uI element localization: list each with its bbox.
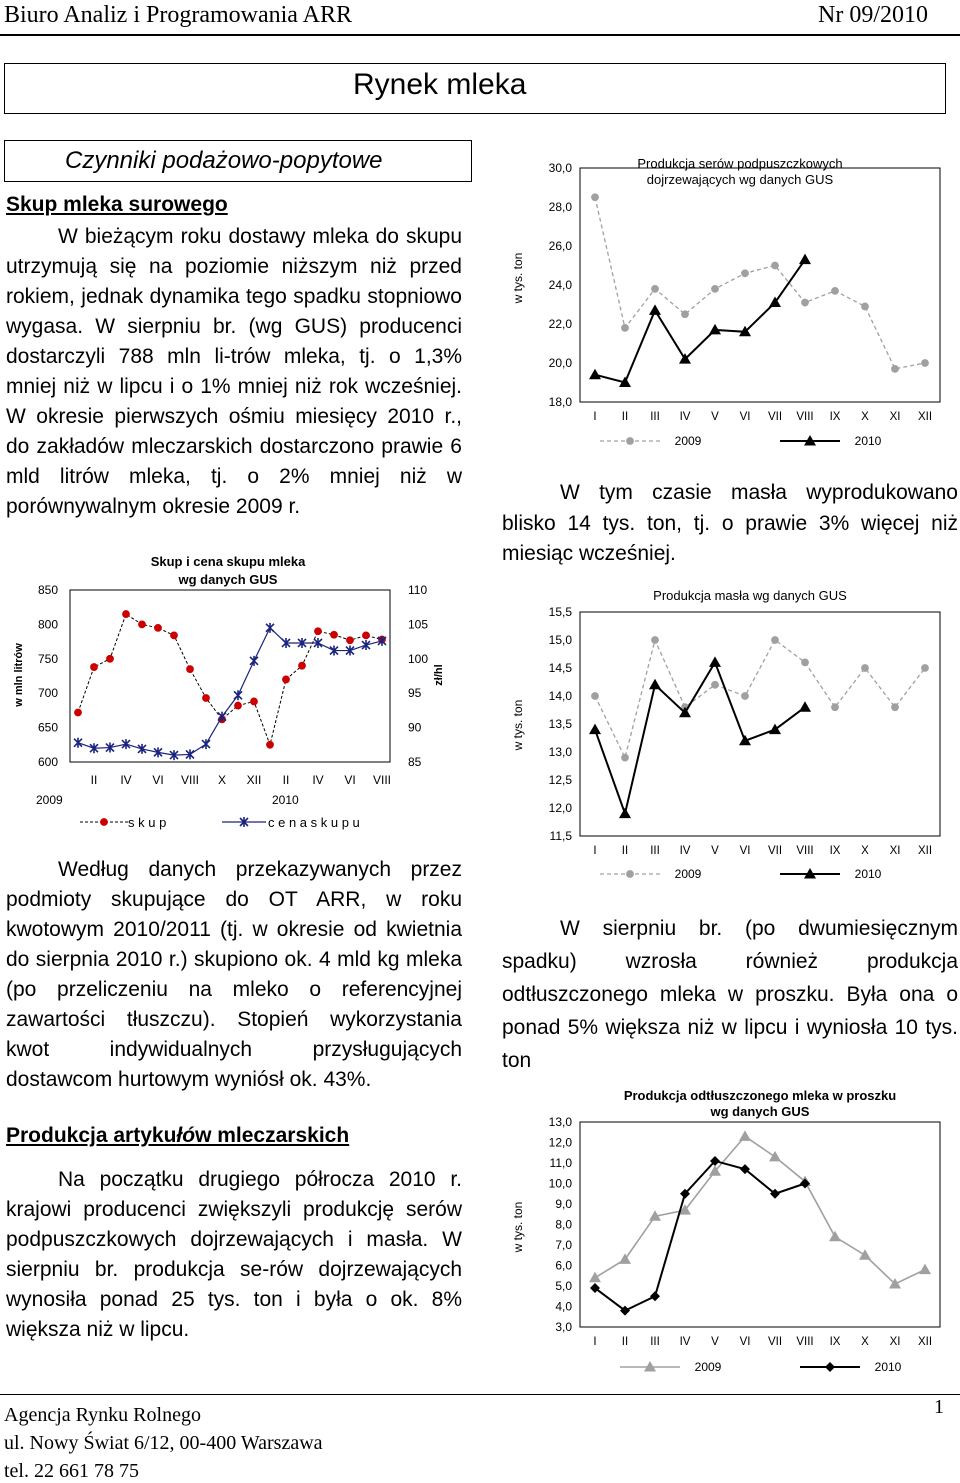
data-point-skup <box>235 702 242 709</box>
data-point-skup <box>139 621 146 628</box>
data-point-skup <box>203 695 210 702</box>
x-tick-label: IV <box>679 411 691 423</box>
x-tick-label: II <box>621 845 629 857</box>
data-point-2009 <box>592 194 599 201</box>
footer-rule <box>0 1394 960 1395</box>
y-tick-label: 600 <box>37 755 58 769</box>
y-tick-label: 12,5 <box>548 773 572 787</box>
legend-label-2010: 2010 <box>854 434 882 448</box>
x-tick-label: VIII <box>180 773 200 787</box>
x-tick-label: VIII <box>796 411 814 423</box>
data-point-2009 <box>922 360 929 367</box>
y-tick-label: 22,0 <box>548 317 572 331</box>
data-point-2010 <box>709 656 721 667</box>
x-tick-label: II <box>90 773 98 787</box>
y2-axis-label: zł/hl <box>433 664 445 686</box>
data-point-2010 <box>769 724 781 735</box>
chart-title-1: wg danych GUS <box>710 1104 810 1119</box>
chart-title-0: Skup i cena skupu mleka <box>150 554 306 569</box>
header-right: Nr 09/2010 <box>818 2 928 28</box>
data-point-cena <box>234 690 242 700</box>
data-point-skup <box>267 741 274 748</box>
y-tick-label: 7,0 <box>555 1238 572 1252</box>
data-point-skup <box>75 709 82 716</box>
data-point-2010 <box>799 254 811 265</box>
paragraph-produkcja: Na początku drugiego półrocza 2010 r. krajowi producenci zwiększyli produkcję serów podpuszczkowych dojrzewających i masła. W sierpniu br. produkcja se-rów dojrzewających wynosiła ponad 25 tys. ton i była o ok. 8% większa niż w lipcu. <box>6 1168 462 1341</box>
x-tick-label: IV <box>679 1336 691 1348</box>
x-tick-label: XII <box>917 1336 933 1348</box>
data-point-2009 <box>742 270 749 277</box>
data-point-skup <box>251 698 258 705</box>
x-tick-label: VI <box>344 773 356 787</box>
data-point-2010 <box>589 724 601 735</box>
data-point-2009 <box>739 1130 751 1141</box>
x-tick-label: II <box>621 1336 629 1348</box>
y-tick-label: 10,0 <box>548 1176 572 1191</box>
x-tick-label: VIII <box>796 1336 814 1348</box>
x-tick-label: VIII <box>796 845 814 857</box>
data-point-2010 <box>619 808 631 819</box>
x-tick-label: V <box>711 411 719 423</box>
y-tick-label: 26,0 <box>548 239 572 253</box>
section-title-box <box>4 140 472 182</box>
x-tick-label: I <box>593 845 597 857</box>
data-point-2010 <box>650 1291 660 1301</box>
footer-tel: tel. 22 661 78 75 <box>4 1460 139 1482</box>
x-tick-label: VII <box>767 411 783 423</box>
x-tick-label: IX <box>829 845 841 857</box>
data-point-skup <box>155 624 162 631</box>
y-tick-label: 13,0 <box>548 1115 572 1129</box>
x-tick-label: XII <box>917 411 933 423</box>
legend-marker-2009 <box>627 871 634 878</box>
x-tick-label: VI <box>152 773 164 787</box>
y-tick-label: 5,0 <box>555 1279 572 1293</box>
data-point-skup <box>315 628 322 635</box>
x-tick-label: I <box>593 411 597 423</box>
x-tick-label: XII <box>246 773 262 787</box>
data-point-2009 <box>712 286 719 293</box>
paragraph-kwoty: Według danych przekazywanych przez podmioty skupujące do OT ARR, w roku kwotowym 2010/2011 (tj. w okresie od kwietnia do sierpnia 2010 r.) skupiono ok. 4 mld kg mleka (po przeliczeniu na mleko o referencyjnej zawartości tłuszczu). Stopień wykorzystania kwot indywidualnych przysługujących dostawcom hurtowym wyniósł ok. 43%. <box>6 858 462 1091</box>
x-tick-label: III <box>650 1336 660 1348</box>
y-tick-label: 18,0 <box>548 395 572 409</box>
legend-marker-2009 <box>627 438 634 445</box>
year-label-2009: 2009 <box>36 793 63 807</box>
data-point-skup <box>363 632 370 639</box>
data-point-cena <box>362 640 370 650</box>
x-tick-label: II <box>621 411 629 423</box>
data-point-2010 <box>709 324 721 335</box>
y-tick-label: 6,0 <box>555 1258 572 1273</box>
x-tick-label: VIII <box>372 773 392 787</box>
x-tick-label: VI <box>739 1336 751 1348</box>
series-line-2009 <box>595 197 925 369</box>
y-tick-label: 11,5 <box>549 829 572 843</box>
legend-marker-skup <box>101 819 108 826</box>
title-box <box>4 63 946 114</box>
y-tick-label: 12,0 <box>548 801 572 815</box>
x-tick-label: V <box>711 845 719 857</box>
data-point-2009 <box>652 637 659 644</box>
x-tick-label: VII <box>767 1336 783 1348</box>
data-point-2009 <box>922 665 929 672</box>
data-point-2009 <box>619 1253 631 1264</box>
subheading-produkcja-part2: łó <box>176 1124 196 1147</box>
y-axis-label: w mln litrów <box>13 643 25 707</box>
section-title: Czynniki podażowo-popytowe <box>65 147 383 174</box>
data-point-2010 <box>589 369 601 380</box>
x-tick-label: XI <box>889 411 901 423</box>
y-tick-label: 9,0 <box>555 1197 572 1211</box>
chart-maslo <box>500 580 950 885</box>
data-point-2010 <box>649 304 661 315</box>
x-tick-label: X <box>217 773 227 787</box>
data-point-2009 <box>802 659 809 666</box>
y-tick-label: 28,0 <box>548 200 572 214</box>
y-tick-label: 20,0 <box>548 356 572 370</box>
paragraph-maslo: W tym czasie masła wyprodukowano blisko 14 tys. ton, tj. o prawie 3% więcej niż miesiąc wcześniej. <box>502 481 958 565</box>
data-point-skup <box>331 631 338 638</box>
y-tick-label: 14,0 <box>548 689 572 703</box>
data-point-2009 <box>652 286 659 293</box>
plot-frame <box>580 1122 940 1327</box>
data-point-2010 <box>649 679 661 690</box>
y-tick-label: 8,0 <box>555 1217 572 1232</box>
data-point-cena <box>266 623 274 633</box>
data-point-2009 <box>622 325 629 332</box>
y-tick-label: 700 <box>37 686 58 701</box>
y2-tick-label: 105 <box>408 617 429 632</box>
series-line-2010 <box>595 662 805 813</box>
plot-frame <box>70 590 390 762</box>
x-tick-label: IX <box>829 411 841 423</box>
data-point-2009 <box>772 637 779 644</box>
legend-label-cena: c e n a s k u p u <box>268 815 360 830</box>
y-tick-label: 15,5 <box>548 605 572 619</box>
subheading-produkcja-part1: Produkcja artyku <box>6 1124 177 1147</box>
data-point-skup <box>91 664 98 671</box>
legend-marker-2010 <box>825 1362 835 1372</box>
data-point-2009 <box>682 311 689 318</box>
y-tick-label: 4,0 <box>555 1299 572 1314</box>
data-point-2009 <box>769 1151 781 1162</box>
x-tick-label: II <box>282 773 290 787</box>
x-tick-label: XII <box>917 845 933 857</box>
legend-label-2010: 2010 <box>874 1360 902 1374</box>
data-point-cena <box>250 656 258 666</box>
x-tick-label: VII <box>767 845 783 857</box>
x-tick-label: XI <box>889 845 901 857</box>
chart-title-0: Produkcja serów podpuszczkowych <box>637 156 843 171</box>
data-point-skup <box>347 637 354 644</box>
y-tick-label: 13,0 <box>548 745 572 759</box>
data-point-skup <box>283 676 290 683</box>
x-tick-label: I <box>593 1336 597 1348</box>
chart-skup-cena <box>0 540 480 840</box>
y2-tick-label: 110 <box>408 583 428 597</box>
y-tick-label: 800 <box>37 617 58 632</box>
x-tick-label: III <box>650 411 660 423</box>
data-point-2009 <box>592 693 599 700</box>
x-tick-label: XI <box>889 1336 901 1348</box>
data-point-2009 <box>589 1272 601 1283</box>
legend-label-2009: 2009 <box>674 434 702 448</box>
chart-mleko-proszek <box>500 1082 950 1382</box>
y2-tick-label: 95 <box>408 686 422 701</box>
paragraph-mleko-proszek: W sierpniu br. (po dwumiesięcznym spadku) wzrosła również produkcja odtłuszczonego mleka w proszku. Była ona o ponad 5% większa niż w lipcu i wyniosła 10 tys. ton <box>502 917 958 1072</box>
y-tick-label: 14,5 <box>548 661 572 675</box>
data-point-skup <box>299 662 306 669</box>
series-line-2010 <box>595 1161 805 1311</box>
subheading-produkcja <box>6 1124 349 1148</box>
page-title: Rynek mleka <box>353 68 527 101</box>
y2-tick-label: 90 <box>408 720 422 735</box>
data-point-skup <box>107 655 114 662</box>
data-point-2009 <box>772 262 779 269</box>
data-point-cena <box>74 738 82 748</box>
y-tick-label: 24,0 <box>548 278 572 292</box>
legend-label-skup: s k u p <box>128 815 167 830</box>
y-axis-label: w tys. ton <box>511 1201 525 1253</box>
subheading-produkcja-part3: w mleczarskich <box>195 1124 350 1147</box>
y2-tick-label: 85 <box>408 755 422 769</box>
x-tick-label: III <box>650 845 660 857</box>
y-axis-label: w tys. ton <box>511 699 525 751</box>
x-tick-label: X <box>861 411 869 423</box>
data-point-2009 <box>862 303 869 310</box>
y-tick-label: 650 <box>37 720 58 735</box>
chart-title-0: Produkcja odtłuszczonego mleka w proszku <box>623 1088 897 1103</box>
header-left: Biuro Analiz i Programowania ARR <box>4 2 352 28</box>
data-point-2009 <box>712 681 719 688</box>
chart-title-0: Produkcja masła wg danych GUS <box>653 588 847 603</box>
data-point-2010 <box>799 701 811 712</box>
data-point-2009 <box>919 1264 931 1275</box>
data-point-skup <box>171 632 178 639</box>
data-point-2009 <box>832 287 839 294</box>
paragraph-skup: W bieżącym roku dostawy mleka do skupu utrzymują się na poziomie niższym niż przed rokiem, jednak dynamika tego spadku stopniowo wygasa. W sierpniu br. (wg GUS) producenci dostarczyli 788 mln li-trów mleka, tj. o 1,3% mniej niż w lipcu i o 1% mniej niż rok wcześniej. W okresie pierwszych ośmiu miesięcy 2010 r., do zakładów mleczarskich dostarczono prawie 6 mld litrów mleka, tj. o 2% mniej niż w porównywalnym okresie 2009 r. <box>6 225 462 518</box>
series-line-2010 <box>595 260 805 383</box>
x-tick-label: IV <box>679 845 691 857</box>
data-point-skup <box>187 666 194 673</box>
x-tick-label: IX <box>829 1336 841 1348</box>
data-point-2009 <box>862 665 869 672</box>
y-tick-label: 12,0 <box>548 1135 572 1150</box>
chart-title-1: wg danych GUS <box>178 572 278 587</box>
subheading-skup: Skup mleka surowego <box>6 193 228 216</box>
series-line-2009 <box>595 640 925 758</box>
y-tick-label: 13,5 <box>548 717 572 731</box>
data-point-2009 <box>742 693 749 700</box>
plot-frame <box>580 612 940 836</box>
footer-agency: Agencja Rynku Rolnego <box>4 1404 201 1426</box>
y-axis-label: w tys. ton <box>511 252 525 304</box>
y2-tick-label: 100 <box>408 651 429 666</box>
header-rule <box>0 34 960 36</box>
y-tick-label: 750 <box>37 651 58 666</box>
plot-frame <box>580 168 940 402</box>
legend-label-2009: 2009 <box>674 867 702 881</box>
x-tick-label: V <box>711 1336 719 1348</box>
series-line-cena <box>78 628 382 755</box>
data-point-2009 <box>829 1231 841 1242</box>
chart-title-1: dojrzewających wg danych GUS <box>646 172 834 187</box>
data-point-2009 <box>622 754 629 761</box>
x-tick-label: VI <box>739 411 751 423</box>
footer-address: ul. Nowy Świat 6/12, 00-400 Warszawa <box>4 1432 323 1454</box>
year-label-2010: 2010 <box>272 793 299 807</box>
legend-label-2010: 2010 <box>854 867 882 881</box>
chart-sery <box>500 148 950 458</box>
page-number: 1 <box>934 1396 944 1418</box>
data-point-cena <box>202 739 210 749</box>
x-tick-label: VI <box>739 845 751 857</box>
data-point-2009 <box>832 704 839 711</box>
data-point-skup <box>123 611 130 618</box>
data-point-2009 <box>859 1249 871 1260</box>
x-tick-label: IV <box>120 773 132 787</box>
y-tick-label: 850 <box>37 583 58 597</box>
series-line-2009 <box>595 1136 925 1284</box>
x-tick-label: IV <box>312 773 324 787</box>
y-tick-label: 15,0 <box>548 633 572 647</box>
x-tick-label: X <box>861 845 869 857</box>
x-tick-label: X <box>861 1336 869 1348</box>
y-tick-label: 3,0 <box>555 1320 572 1334</box>
data-point-2009 <box>802 299 809 306</box>
y-tick-label: 11,0 <box>549 1156 572 1170</box>
legend-label-2009: 2009 <box>694 1360 722 1374</box>
y-tick-label: 30,0 <box>548 161 572 175</box>
data-point-2009 <box>892 365 899 372</box>
data-point-2009 <box>892 704 899 711</box>
